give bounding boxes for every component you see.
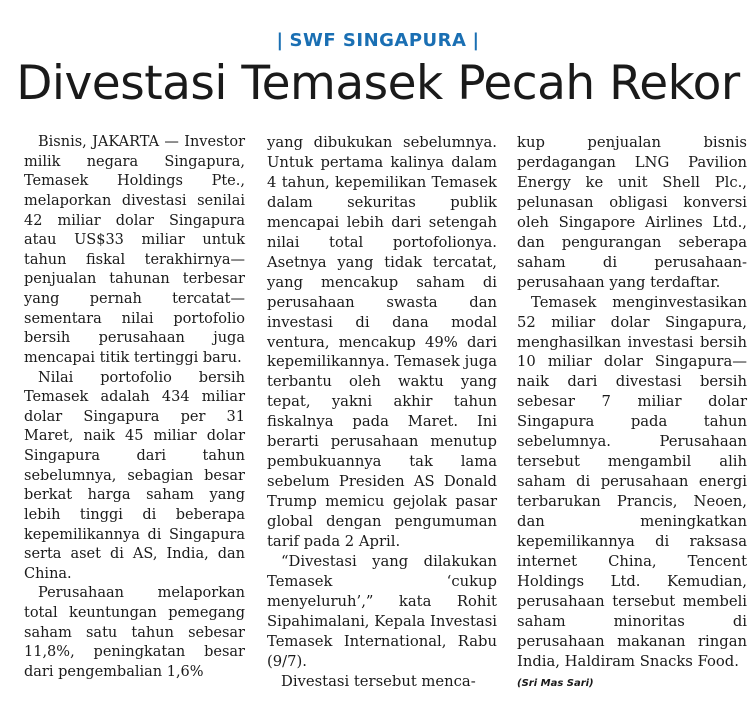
article-paragraph: kup penjualan bisnis perdagangan LNG Pavilion Energy ke unit Shell Plc., pelunasan obligasi konversi oleh Singapore Airlines Ltd., dan pengurangan seberapa saham di perusahaan-perusahaan yang terdaftar. — [517, 134, 747, 291]
article-paragraph: “Divestasi yang dilakukan Temasek ‘cukup menyeluruh’,” kata Rohit Sipahimalani, Kepala Investasi Temasek International, Rabu (9/7). — [267, 553, 497, 670]
article-paragraph: Temasek menginvestasikan 52 miliar dolar Singapura, menghasilkan investasi bersih 10 miliar dolar Singapura—naik dari divestasi bersih sebesar 7 miliar dolar Singapura pada tahun sebelumnya. Perusahaan tersebut mengambil alih saham di perusahaan energi terbarukan Prancis, Neoen, dan meningkatkan kepemilikannya di raksasa internet China, Tencent Holdings Ltd. Kemudian, perusahaan tersebut membeli saham minoritas di perusahaan makanan ringan India, Haldiram Snacks Food. — [517, 293, 747, 670]
article-paragraph: yang dibukukan sebelumnya. Untuk pertama kalinya dalam 4 tahun, kepemilikan Temasek dalam sekuritas publik mencapai lebih dari setengah nilai total portofolionya. Asetnya yang tidak tercatat, yang mencakup saham di perusahaan swasta dan investasi di dana modal ventura, mencakup 49% dari kepemilikannya. Temasek juga terbantu oleh waktu yang tepat, yakni akhir tahun fiskalnya pada Maret. Ini berarti perusahaan menutup pembukuannya tak lama sebelum Presiden AS Donald Trump memicu gejolak pasar global dengan pengumuman tarif pada 2 April. — [267, 134, 497, 551]
kicker-label: SWF SINGAPURA — [289, 30, 467, 51]
section-kicker — [0, 30, 756, 51]
kicker-divider-right: | — [472, 30, 480, 51]
article-column-2 — [267, 133, 497, 692]
headline: Divestasi Temasek Pecah Rekor — [16, 56, 740, 111]
article-paragraph: Perusahaan melaporkan total keuntungan pemegang saham satu tahun sebesar 11,8%, peningkatan besar dari pengembalian 1,6% — [24, 585, 245, 680]
article-paragraph: Nilai portofolio bersih Temasek adalah 434 miliar dolar Singapura per 31 Maret, naik 45 miliar dolar Singapura dari tahun sebelumnya, sebagian besar berkat harga saham yang lebih tinggi di beberapa kepemilikannya di Singapura serta aset di AS, India, dan China. — [24, 369, 245, 582]
article-paragraph: Divestasi tersebut menca- — [281, 672, 476, 690]
author-credit: (Sri Mas Sari) — [517, 677, 594, 689]
kicker-divider-left: | — [276, 30, 284, 51]
article-paragraph: Bisnis, JAKARTA — Investor milik negara Singapura, Temasek Holdings Pte., melaporkan divestasi senilai 42 miliar dolar Singapura atau US$33 miliar untuk tahun fiskal terakhirnya—penjualan tahunan terbesar yang pernah tercatat—sementara nilai portofolio bersih perusahaan juga mencapai titik tertinggi baru. — [24, 134, 245, 366]
article-column-1 — [24, 133, 245, 683]
article-column-3 — [517, 133, 747, 694]
